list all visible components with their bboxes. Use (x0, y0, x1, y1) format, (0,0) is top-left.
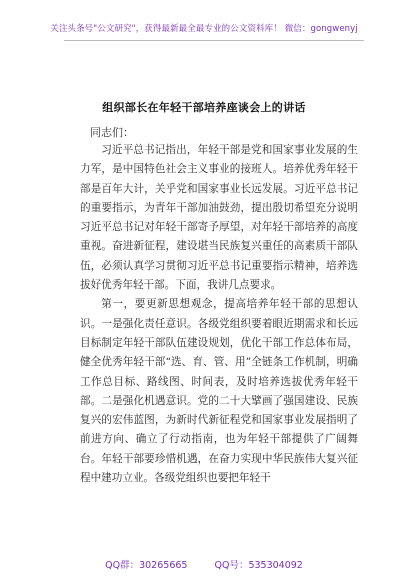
document-body (80, 141, 358, 488)
footer-qq-number: QQ号：535304092 (214, 560, 303, 571)
footer-contact (0, 557, 408, 571)
paragraph-2: 第一，要更新思想观念，提高培养年轻干部的思想认识。一是强化责任意识。各级党组织要着眼近期需求和长远目标制定年轻干部队伍建设规划，优化干部工作总体布局，健全优秀年轻干部“选、育、管、用”全链条工作机制，明确工作总目标、路线图、时间表，及时培养选拔优秀年轻干部。二是强化机遇意识。党的二十大擘画了强国建设、民族复兴的宏伟蓝图，为新时代新征程党和国家事业发展指明了前进方向、确立了行动指南，也为年轻干部提供了广阔舞台。年轻干部要珍惜机遇，在奋力实现中华民族伟大复兴征程中建功立业。各级党组织也要把年轻干 (80, 298, 358, 485)
document-title: 组织部长在年轻干部培养座谈会上的讲话 (102, 101, 306, 114)
header-banner: 关注头条号"公文研究"，获得最新最全最专业的公文资料库！ 微信：gongwenyj (50, 24, 358, 34)
paragraph-1: 习近平总书记指出，年轻干部是党和国家事业发展的生力军，是中国特色社会主义事业的接班人。培养优秀年轻干部是百年大计，关乎党和国家事业长远发展。习近平总书记的重要指示，为青年干部加油鼓劲，提出殷切希望充分说明习近平总书记对年轻干部寄予厚望，对年轻干部培养的高度重视。奋进新征程，建设堪当民族复兴重任的高素质干部队伍，必须认真学习贯彻习近平总书记重要指示精神，培养选拔好优秀年轻干部。下面，我讲几点要求。 (80, 144, 358, 292)
footer-qq-group: QQ群：30265665 (105, 560, 188, 571)
greeting: 同志们： (90, 126, 134, 139)
header-divider (64, 40, 364, 41)
